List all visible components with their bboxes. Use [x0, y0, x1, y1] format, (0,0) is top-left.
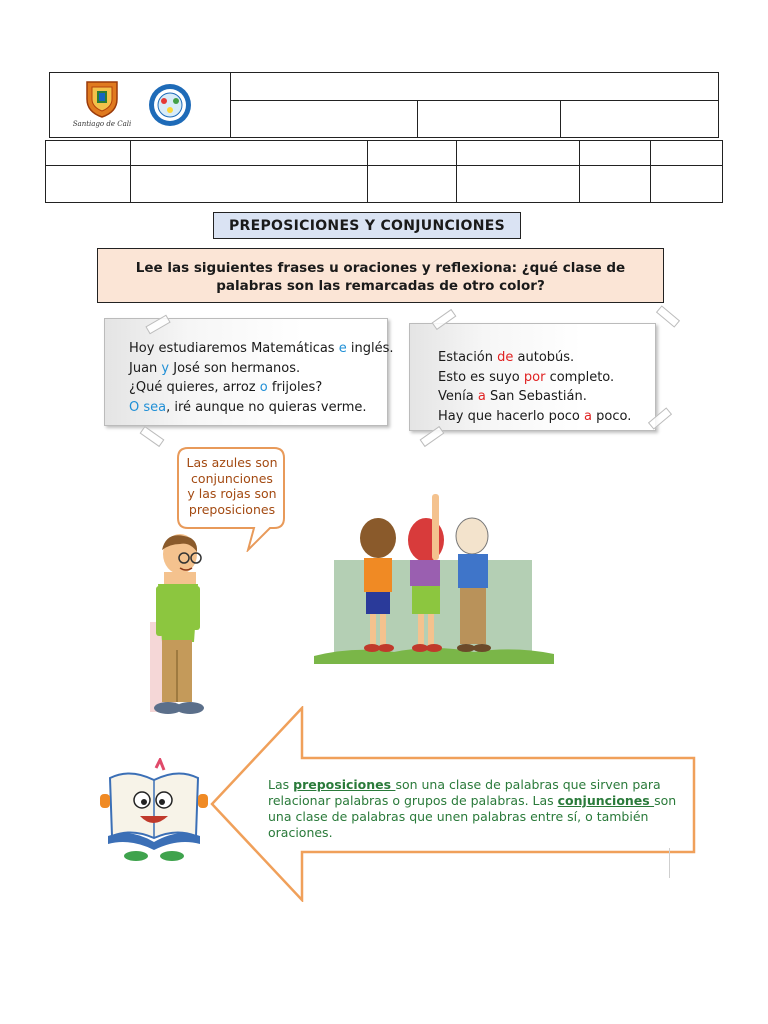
info-cell [580, 141, 651, 166]
example-sentence: ¿Qué quieres, arroz o frijoles? [129, 380, 323, 395]
conjunction-word: o [259, 380, 268, 395]
speech-bubble-text: Las azules son conjunciones y las rojas son preposiciones [186, 455, 278, 517]
info-cell [457, 141, 580, 166]
conjunction-word: O sea [129, 399, 167, 415]
example-card-conjunctions [104, 318, 394, 426]
header-cell [561, 101, 719, 138]
tape-decoration [140, 426, 165, 447]
page-title: PREPOSICIONES Y CONJUNCIONES [213, 212, 521, 239]
info-cell [46, 141, 131, 166]
example-sentence: Hay que hacerlo poco a poco. [438, 408, 632, 424]
book-mascot-illustration [100, 758, 208, 862]
school-logo [148, 83, 192, 127]
example-sentence: Estación de autobús. [438, 350, 575, 365]
info-cell [368, 141, 457, 166]
info-cell [368, 166, 457, 203]
instruction-line-2: palabras son las remarcadas de otro color? [216, 278, 545, 294]
info-cell [580, 166, 651, 203]
example-sentence: Hoy estudiaremos Matemáticas e inglés. [129, 341, 394, 356]
tape-decoration [656, 305, 680, 327]
preposition-word: de [497, 350, 514, 365]
info-cell [131, 166, 368, 203]
definition-text: Las preposiciones son una clase de palabras que sirven para relacionar palabras o grupos de palabras. Las conjunciones son una clase de palabras que unen palabras entre sí, o también oraciones. [268, 777, 677, 840]
keyword-preposiciones: preposiciones [293, 777, 396, 792]
header-cell [418, 101, 561, 138]
conjunction-word: y [161, 360, 170, 376]
header-table-bottom [45, 140, 723, 203]
boy-illustration [140, 532, 220, 722]
header-cell [231, 101, 418, 138]
keyword-conjunciones: conjunciones [557, 793, 655, 808]
conjunction-word: e [338, 341, 347, 356]
instruction-line-1: Lee las siguientes frases u oraciones y reflexiona: ¿qué clase de [135, 260, 626, 276]
info-cell [651, 166, 723, 203]
example-sentence: Venía a San Sebastián. [438, 389, 587, 404]
example-card-prepositions [409, 323, 656, 431]
example-sentence: Esto es suyo por completo. [438, 369, 615, 385]
info-cell [651, 141, 723, 166]
header-title-cell [231, 73, 719, 101]
example-sentence: Juan y José son hermanos. [129, 360, 301, 376]
instruction-box [97, 248, 664, 303]
example-sentence: O sea, iré aunque no quieras verme. [129, 399, 367, 415]
divider-mark [669, 848, 670, 878]
logo-cell [50, 73, 231, 138]
preposition-word: por [523, 369, 546, 385]
preposition-word: a [584, 408, 592, 424]
children-illustration [314, 488, 554, 668]
info-cell [46, 166, 131, 203]
logo-caption: Santiago de Cali [72, 120, 132, 128]
preposition-word: a [477, 389, 486, 404]
info-cell [131, 141, 368, 166]
info-cell [457, 166, 580, 203]
header-table-top [49, 72, 719, 137]
coat-of-arms-logo [84, 79, 120, 119]
